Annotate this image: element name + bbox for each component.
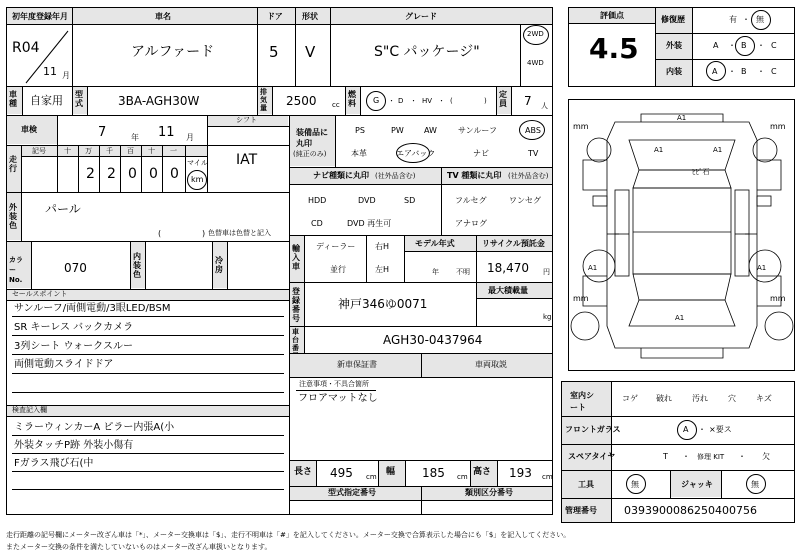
interior-a: A xyxy=(712,67,718,76)
equipment-sub: (純正のみ) xyxy=(293,150,327,158)
footer-line-1: 走行距離の記号欄にメーター改ざん車は「*」、メーター交換車は「$」、走行不明車は「#」を記入してください。メーター交換で合算表示した場合にも「$」を記入してください。 xyxy=(6,531,571,539)
notes-value: フロアマットなし xyxy=(298,393,378,404)
drive-4wd: 4WD xyxy=(527,59,544,67)
equip-aw: AW xyxy=(424,126,437,135)
tools-label: 工具 xyxy=(578,480,594,489)
chassis-number: AGH30-0437964 xyxy=(383,333,483,347)
car-manual: 車両取説 xyxy=(475,360,507,369)
length-value: 495 xyxy=(330,466,353,480)
shape-label: 形状 xyxy=(302,12,318,21)
car-name-label: 車名 xyxy=(155,12,171,21)
km-unit: km xyxy=(191,175,204,184)
capacity-label: 定員 xyxy=(499,90,507,108)
drive-2wd: 2WD xyxy=(527,30,544,38)
inspector-line-1: ミラーウィンカーA ピラー内張A(小 xyxy=(14,422,175,433)
main-sheet xyxy=(6,7,553,515)
footer-line-2: またメーター交換の条件を満たしていないものはメーター改ざん車扱いとなります。 xyxy=(6,543,272,551)
inspector-line-3: Fガラス飛び石(中 xyxy=(14,458,94,469)
chassis-label: 車台番 xyxy=(292,328,299,352)
capacity: 7 xyxy=(524,94,532,108)
color-no-label: カラーNo. xyxy=(9,256,23,284)
displacement-label: 排気量 xyxy=(260,88,267,112)
inspector-line-2: 外装タッチP跡 外装小傷有 xyxy=(14,440,134,451)
inspection-month: 11 xyxy=(158,125,175,140)
fuel-label: 燃料 xyxy=(348,90,356,108)
max-load-label: 最大積載量 xyxy=(488,286,528,295)
grade: S"C パッケージ" xyxy=(374,44,480,60)
repair-none: 無 xyxy=(756,15,764,24)
fuel-opt-hv: HV xyxy=(422,97,433,105)
spare-tire-label: スペアタイヤ xyxy=(568,452,616,461)
equip-tv: TV xyxy=(528,149,539,158)
mileage-digit-hyaku: 0 xyxy=(128,166,137,182)
damage-a1-left-door: A1 xyxy=(588,264,598,272)
navi-sd: SD xyxy=(404,196,416,205)
jack-value: 無 xyxy=(751,480,759,489)
import-parallel: 並行 xyxy=(330,265,346,274)
equip-abs: ABS xyxy=(525,126,541,135)
navi-cd: CD xyxy=(311,219,323,228)
fuel-opt-g: G xyxy=(373,96,380,105)
sales-line-2: SR キーレス バックカメラ xyxy=(14,322,134,333)
management-number-label: 管理番号 xyxy=(565,506,597,515)
fuel-opt-d: D xyxy=(398,97,404,105)
color-label: 外装色 xyxy=(9,203,17,230)
car-type-label: 車種 xyxy=(9,90,17,108)
interior-label: 内装 xyxy=(666,67,682,76)
plate-number: 神戸346ゆ0071 xyxy=(338,297,428,311)
width-label: 幅 xyxy=(386,467,396,477)
import-lh: 左H xyxy=(375,265,390,274)
score-label: 評価点 xyxy=(600,11,624,20)
navi-dvd-play: DVD 再生可 xyxy=(347,219,392,228)
jack-label: ジャッキ xyxy=(681,480,713,489)
type-designation-label: 型式指定番号 xyxy=(328,488,376,497)
equip-leather: 本革 xyxy=(351,149,367,158)
door-label: ドア xyxy=(267,12,283,21)
car-body-diagram xyxy=(569,100,794,370)
tv-oneseg: ワンセグ xyxy=(509,196,541,205)
import-rh: 右H xyxy=(375,242,390,251)
capacity-unit: 人 xyxy=(541,102,548,110)
damage-a1-bottom: A1 xyxy=(675,314,685,322)
mileage-digit-ichi: 0 xyxy=(170,166,179,182)
mileage-digit-man: 2 xyxy=(86,166,95,182)
notes-label: 注意事項・不具合箇所 xyxy=(299,380,369,388)
mileage-digit-juu: 0 xyxy=(149,166,158,182)
exterior-label: 外装 xyxy=(666,41,682,50)
navi-label: ナビ種類に丸印 xyxy=(313,171,369,180)
new-car-warranty: 新車保証書 xyxy=(337,360,377,369)
inspection-label: 車検 xyxy=(21,125,37,134)
model-label: 型式 xyxy=(75,90,83,108)
import-label: 輸入車 xyxy=(292,244,300,271)
sales-point-label: セールスポイント xyxy=(12,290,68,298)
car-type: 自家用 xyxy=(30,94,63,107)
management-number: 0393900086250400756 xyxy=(624,504,757,517)
damage-a1-right-door: A1 xyxy=(757,264,767,272)
shape: V xyxy=(305,43,316,61)
damage-a1-top: A1 xyxy=(677,114,687,122)
first-registration-year: R04 xyxy=(12,40,40,56)
aircon-label: 冷房 xyxy=(215,256,223,274)
equip-pw: PW xyxy=(391,126,404,135)
tv-analog: アナログ xyxy=(455,219,487,228)
front-glass-label: フロントガラス xyxy=(565,425,621,434)
first-registration-label: 初年度登録年月 xyxy=(12,12,68,21)
tv-fullseg: フルセグ xyxy=(455,196,487,205)
model: 3BA-AGH30W xyxy=(118,94,200,108)
mileage-digit-sen: 2 xyxy=(107,166,116,182)
month-unit: 月 xyxy=(62,71,70,80)
inspector-label: 検査記入欄 xyxy=(12,406,47,414)
import-dealer: ディーラー xyxy=(316,242,356,251)
grade-label: グレード xyxy=(405,12,437,21)
shift-value: IAT xyxy=(236,152,258,168)
height-label: 高さ xyxy=(473,467,492,477)
interior-seat-label: 室内シート xyxy=(570,391,594,412)
equip-sunroof: サンルーフ xyxy=(458,126,497,135)
length-label: 長さ xyxy=(294,467,313,477)
width-value: 185 xyxy=(422,466,445,480)
plate-label: 登録番号 xyxy=(292,287,300,323)
equip-airbag: エアバック xyxy=(396,149,436,158)
cc-unit: cc xyxy=(332,101,340,109)
interior-color-label: 内装色 xyxy=(133,252,141,279)
color-change-note: 色替車は色替と記入 xyxy=(208,229,271,237)
equipment-label: 装備品に丸印 xyxy=(296,128,328,148)
tools-value: 無 xyxy=(631,480,639,489)
doors: 5 xyxy=(269,43,279,61)
model-year-label: モデル年式 xyxy=(415,239,455,248)
damage-chip-windshield: ﾋﾋﾞ石 xyxy=(692,168,710,176)
recycle-label: リサイクル預託金 xyxy=(482,239,545,248)
recycle-value: 18,470 xyxy=(487,261,529,275)
displacement: 2500 xyxy=(286,94,317,108)
navi-dvd: DVD xyxy=(358,196,376,205)
repair-history-label: 修復歴 xyxy=(661,15,685,24)
equip-ps: PS xyxy=(355,126,365,135)
color-value: パール xyxy=(45,202,81,216)
sales-line-4: 両側電動スライドドア xyxy=(14,359,114,370)
first-registration-month: 11 xyxy=(43,65,57,78)
shift-label: シフト xyxy=(236,116,257,124)
mileage-label: 走行 xyxy=(9,155,17,173)
exterior-b: B xyxy=(741,41,747,50)
color-no: 070 xyxy=(64,261,87,275)
score-value: 4.5 xyxy=(589,32,639,65)
category-number-label: 類別区分番号 xyxy=(465,488,513,497)
car-name: アルファード xyxy=(131,44,215,60)
equip-navi: ナビ xyxy=(473,149,489,158)
damage-a1-hood-left: A1 xyxy=(654,146,664,154)
tv-label: TV 種類に丸印 xyxy=(447,171,502,180)
mile-label: マイル xyxy=(187,159,208,167)
inspection-year: 7 xyxy=(98,125,107,140)
navi-hdd: HDD xyxy=(308,196,327,205)
height-value: 193 xyxy=(509,466,532,480)
sales-line-3: 3列シート ウォークスルー xyxy=(14,341,134,352)
sales-line-1: サンルーフ/両側電動/3眼LED/BSM xyxy=(14,303,171,314)
damage-a1-hood-right: A1 xyxy=(713,146,723,154)
